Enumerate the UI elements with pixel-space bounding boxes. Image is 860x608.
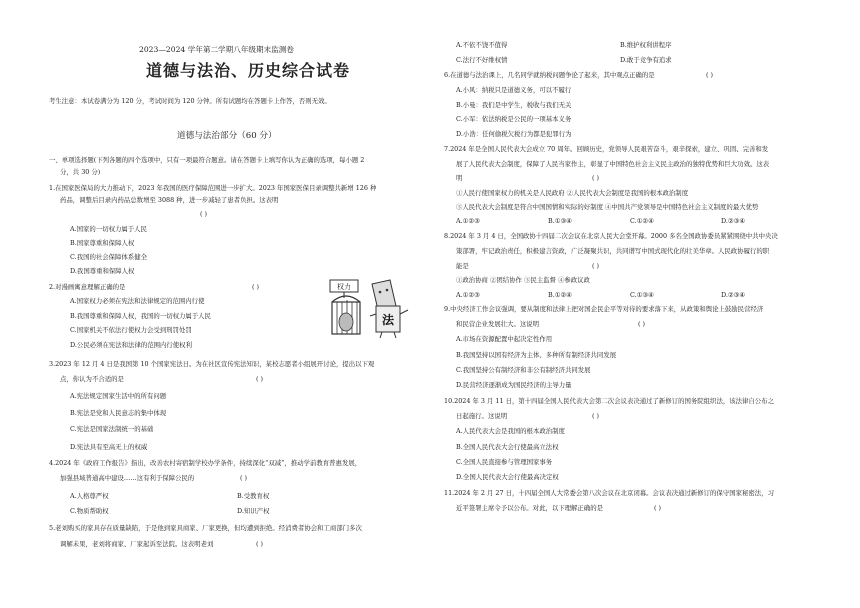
q4-option-b: B.受教育权 <box>237 492 270 500</box>
q8-statements: ①政治协商 ②团结协作 ③民主监督 ④参政议政 <box>456 276 590 284</box>
q7-statements-1: ①人民行使国家权力的机关是人民政府 ②人民代表大会制度是我国的根本政治制度 <box>456 189 689 197</box>
q8-option-b: B.①②④ <box>548 291 572 299</box>
q10-option-a: A.人民代表大会是我国的根本政治制度 <box>456 427 565 435</box>
q11-stem-line1: 11.2024 年 2 月 27 日，十四届全国人大常委会第八次会议在北京闭幕。会议表决通过新修订的保守国家秘密法，习 <box>444 489 774 497</box>
section1-heading-line2: 分，共 30 分) <box>60 168 101 176</box>
q9-option-b: B.我国坚持以国有经济为主体、多种所有制经济共同发展 <box>456 351 617 359</box>
q9-answer-paren: ( ) <box>638 320 646 328</box>
q10-option-c: C.全国人民直接参与管理国家事务 <box>456 458 553 466</box>
q7-answer-paren: ( ) <box>592 174 600 182</box>
q4-answer-paren: ( ) <box>240 474 248 482</box>
q6-stem: 6.在道德与法治课上，几名同学就纳税问题争论了起来，其中观点正确的是 <box>444 71 655 79</box>
q8-stem-line1: 8.2024 年 3 月 4 日，全国政协十四届二次会议在北京人民大会堂开幕。2000 多名全国政协委员紧紧围绕中共中央决 <box>444 232 778 240</box>
q10-option-b: B.全国人民代表大会行使最高立法权 <box>456 443 559 451</box>
q3-answer-paren: ( ) <box>256 375 264 383</box>
q2-option-b: B.我国尊重和保障人权，我国的一切权力属于人民 <box>70 312 211 320</box>
q3-option-a: A.宪法规定国家生活中的所有问题 <box>70 392 167 400</box>
q4-stem-line2: 加强县域普通高中建设……这有利于保障公民的 <box>60 474 195 482</box>
q7-stem-line2: 展了人民代表大会制度，保障了人民当家作主，彰显了中国特色社会主义民主政治的独特优势和巨大功效。这表 <box>456 160 770 168</box>
cartoon-law-text: 法 <box>381 313 395 327</box>
q1-stem-line1: 1.在国家医保局的大力推动下，2023 年我国的医疗保障范围进一步扩大。2023 年国家医保目录调整共新增 126 种 <box>49 184 377 192</box>
q1-option-c: C.我国的社会保障体系健全 <box>70 253 147 261</box>
q1-stem-line2: 药品，调整后目录内药品总数增至 3088 种，进一步减轻了患者负担。这表明 <box>60 196 279 204</box>
q3-option-b: B.宪法是党和人民意志的集中体现 <box>70 409 167 417</box>
q10-stem-line2: 日起施行。这说明 <box>456 412 508 420</box>
q7-option-a: A.①②③ <box>456 217 480 225</box>
q2-cartoon-image <box>326 276 416 340</box>
q2-option-c: C.国家机关不依法行使权力会受到刑罚处罚 <box>70 326 192 334</box>
section1-heading-line1: 一、单项选择题(下列各题的四个选项中，只有一项最符合题意。请在答题卡上填写你认为正确的选项，每小题 2 <box>49 156 365 164</box>
q5-option-d: D.敢于竞争有追求 <box>620 56 672 64</box>
q8-stem-line2: 策部署，牢记政治责任，积极建言资政，广泛凝聚共识，共同谱写中国式现代化的壮美华章。人民政协履行的职 <box>456 247 770 255</box>
q7-option-d: D.②③④ <box>721 217 746 225</box>
q1-option-d: D.我国尊重和保障人权 <box>70 267 135 275</box>
q9-stem-line2: 和民营企业发展壮大。这说明 <box>456 320 540 328</box>
q7-option-c: C.①②④ <box>630 217 654 225</box>
q9-option-a: A.市场在资源配置中起决定性作用 <box>456 335 553 343</box>
q7-stem-line1: 7.2024 年是全国人民代表大会成立 70 周年。回顾历史，党领导人民艰苦奋斗，艰辛探索，建立、巩固、完善和发 <box>444 145 769 153</box>
q8-stem-line3: 能是 <box>456 262 469 270</box>
q11-answer-paren: ( ) <box>654 504 662 512</box>
q9-stem-line1: 9.中央经济工作会议强调，要从制度和法律上把对国企民企平等对待的要求落下来，从政策和舆论上鼓励民营经济 <box>444 305 764 313</box>
q6-option-d: D.小浩：任何偷税欠税行为都是犯罪行为 <box>456 130 572 138</box>
q3-stem-line1: 3.2023 年 12 月 4 日是我国第 10 个国家宪法日。为在社区宣传宪法知识，某校志愿者小组展开讨论，提出以下观 <box>49 360 375 368</box>
q7-statements-2: ③人民代表大会制度是符合中国国情和实际的好制度 ④中国共产党领导是中国特色社会主义制度的最大优势 <box>456 203 759 211</box>
q1-option-a: A.国家的一切权力属于人民 <box>70 225 147 233</box>
q9-option-c: C.我国坚持公有制经济和非公有制经济共同发展 <box>456 366 591 374</box>
q2-option-d: D.公民必须在宪法和法律的范围内行使权利 <box>70 341 192 349</box>
q8-option-a: A.①②③ <box>456 291 480 299</box>
q8-option-d: D.②③④ <box>721 291 746 299</box>
q4-option-a: A.人格尊严权 <box>70 492 109 500</box>
cartoon-sign-text: 权力 <box>337 283 351 291</box>
q2-stem: 2.对漫画寓意理解正确的是 <box>49 283 126 291</box>
exam-title: 道德与法治、历史综合试卷 <box>146 61 351 80</box>
q6-option-b: B.小曼：我们是中学生，税收与我们无关 <box>456 101 572 109</box>
q5-stem-line2: 调解未果，老刘将商家、厂家起诉至法院。这表明老刘 <box>60 540 214 548</box>
q8-option-c: C.①③④ <box>630 291 654 299</box>
q8-answer-paren: ( ) <box>592 262 600 270</box>
q6-option-a: A.小风：纳税只是道德义务，可以不履行 <box>456 86 572 94</box>
q6-answer-paren: ( ) <box>706 71 714 79</box>
q1-answer-paren: ( ) <box>200 210 208 218</box>
section-title: 道德与法治部分（60 分） <box>177 131 277 141</box>
q5-option-c: C.法行不好维权情 <box>456 56 508 64</box>
q10-answer-paren: ( ) <box>592 412 600 420</box>
q7-option-b: B.①③④ <box>548 217 572 225</box>
q5-stem-line1: 5.老刘购买的家具存在质量缺陷，于是他到家具商家、厂家更换，但均遭到拒绝。经消费者协会和工商部门多次 <box>49 524 362 532</box>
q2-option-a: A.国家权力必须在宪法和法律规定的范围内行使 <box>70 297 205 305</box>
q7-stem-line3: 明 <box>456 174 463 182</box>
exam-instructions: 考生注意：本试卷满分为 120 分，考试时间为 120 分钟。所有试题均在答题卡上作答，否则无效。 <box>49 97 331 105</box>
q3-option-d: D.宪法具有至高无上的权威 <box>70 443 148 451</box>
q11-stem-line2: 近平签署主席令予以公布。对此，以下理解正确的是 <box>456 504 603 512</box>
q4-stem-line1: 4.2024 年《政府工作报告》指出，改善农村寄宿制学校办学条件，持续深化“双减”，推动学前教育普惠发展， <box>49 459 362 467</box>
q5-option-a: A.不依不饶不值得 <box>456 41 508 49</box>
q3-stem-line2: 点，你认为不合适的是 <box>60 375 124 383</box>
q4-option-d: D.知识产权 <box>237 507 270 515</box>
q1-option-b: B.国家尊重和保障人权 <box>70 239 135 247</box>
q3-option-c: C.宪法是国家法制统一的基础 <box>70 425 154 433</box>
cartoon-drawing <box>326 276 416 340</box>
q10-option-d: D.全国人民代表大会行使最高决定权 <box>456 473 559 481</box>
q6-option-c: C.小军：依法纳税是公民的一项基本义务 <box>456 115 572 123</box>
q5-answer-paren: ( ) <box>256 540 264 548</box>
q9-option-d: D.民营经济逐渐成为国民经济的主导力量 <box>456 381 572 389</box>
q4-option-c: C.物质帮助权 <box>70 507 109 515</box>
exam-subtitle: 2023—2024 学年第二学期八年级期末监测卷 <box>139 45 294 54</box>
q5-option-b: B.维护权利讲程序 <box>620 41 672 49</box>
q10-stem-line1: 10.2024 年 3 月 11 日，第十四届全国人民代表大会第二次会议表决通过了新修订的国务院组织法，该法律自公布之 <box>444 397 774 405</box>
q2-answer-paren: ( ) <box>252 283 260 291</box>
